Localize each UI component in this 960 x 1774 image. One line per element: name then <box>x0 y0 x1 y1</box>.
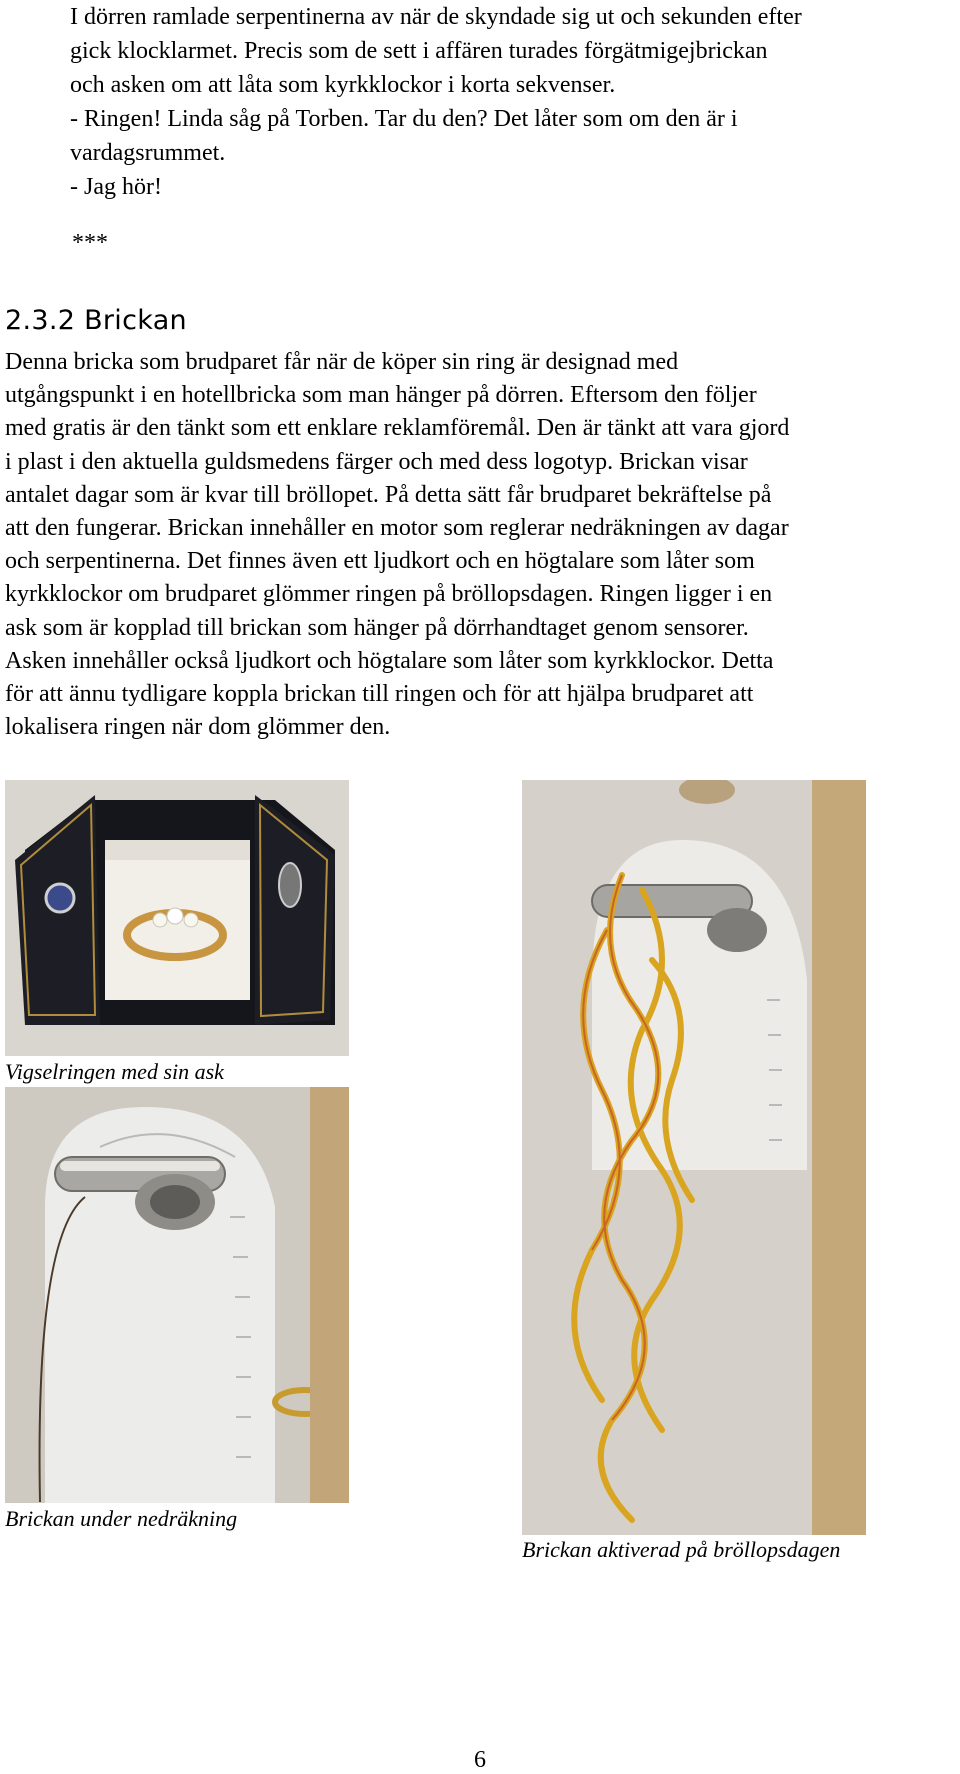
countdown-illustration <box>5 1087 349 1503</box>
ring-box-photo <box>5 780 349 1056</box>
page-number: 6 <box>474 1747 486 1773</box>
intro-line: gick klocklarmet. Precis som de sett i affären turades förgätmigejbrickan <box>70 38 768 64</box>
body-line: att den fungerar. Brickan innehåller en motor som reglerar nedräkningen av dagar <box>5 515 789 542</box>
intro-line: I dörren ramlade serpentinerna av när de skyndade sig ut och sekunden efter <box>70 4 802 30</box>
body-line: med gratis är den tänkt som ett enklare reklamföremål. Den är tänkt att vara gjord <box>5 415 790 442</box>
activated-photo <box>522 780 866 1535</box>
body-line: Denna bricka som brudparet får när de köper sin ring är designad med <box>5 349 679 375</box>
countdown-caption: Brickan under nedräkning <box>5 1506 238 1531</box>
section-heading: 2.3.2 Brickan <box>5 305 187 336</box>
body-line: antalet dagar som är kvar till bröllopet. På detta sätt får brudparet bekräftelse på <box>5 481 772 508</box>
body-line: utgångspunkt i en hotellbricka som man hänger på dörren. Eftersom den följer <box>5 382 757 409</box>
section-separator: *** <box>72 230 108 256</box>
intro-line: - Ringen! Linda såg på Torben. Tar du den? Det låter som om den är i <box>70 106 738 132</box>
body-line: ask som är kopplad till brickan som hänger på dörrhandtaget genom sensorer. <box>5 614 749 641</box>
body-line: för att ännu tydligare koppla brickan till ringen och för att hjälpa brudparet att <box>5 681 754 708</box>
intro-line: - Jag hör! <box>70 174 162 200</box>
ring-box-caption: Vigselringen med sin ask <box>5 1059 224 1084</box>
activated-illustration <box>522 780 866 1535</box>
body-line: och serpentinerna. Det finnes även ett ljudkort och en högtalare som låter som <box>5 548 755 575</box>
countdown-photo <box>5 1087 349 1503</box>
intro-text <box>70 0 950 204</box>
body-line: Asken innehåller också ljudkort och högtalare som låter som kyrkklockor. Detta <box>5 647 774 674</box>
body-line: i plast i den aktuella guldsmedens färger och med dess logotyp. Brickan visar <box>5 448 748 475</box>
intro-line: vardagsrummet. <box>70 140 226 166</box>
body-line: kyrkklockor om brudparet glömmer ringen på bröllopsdagen. Ringen ligger i en <box>5 581 773 608</box>
body-line: lokalisera ringen när dom glömmer den. <box>5 714 391 741</box>
ring-box-illustration <box>5 780 349 1056</box>
activated-caption: Brickan aktiverad på bröllopsdagen <box>522 1537 841 1562</box>
body-paragraph <box>5 346 955 744</box>
intro-line: och asken om att låta som kyrkklockor i korta sekvenser. <box>70 72 616 98</box>
